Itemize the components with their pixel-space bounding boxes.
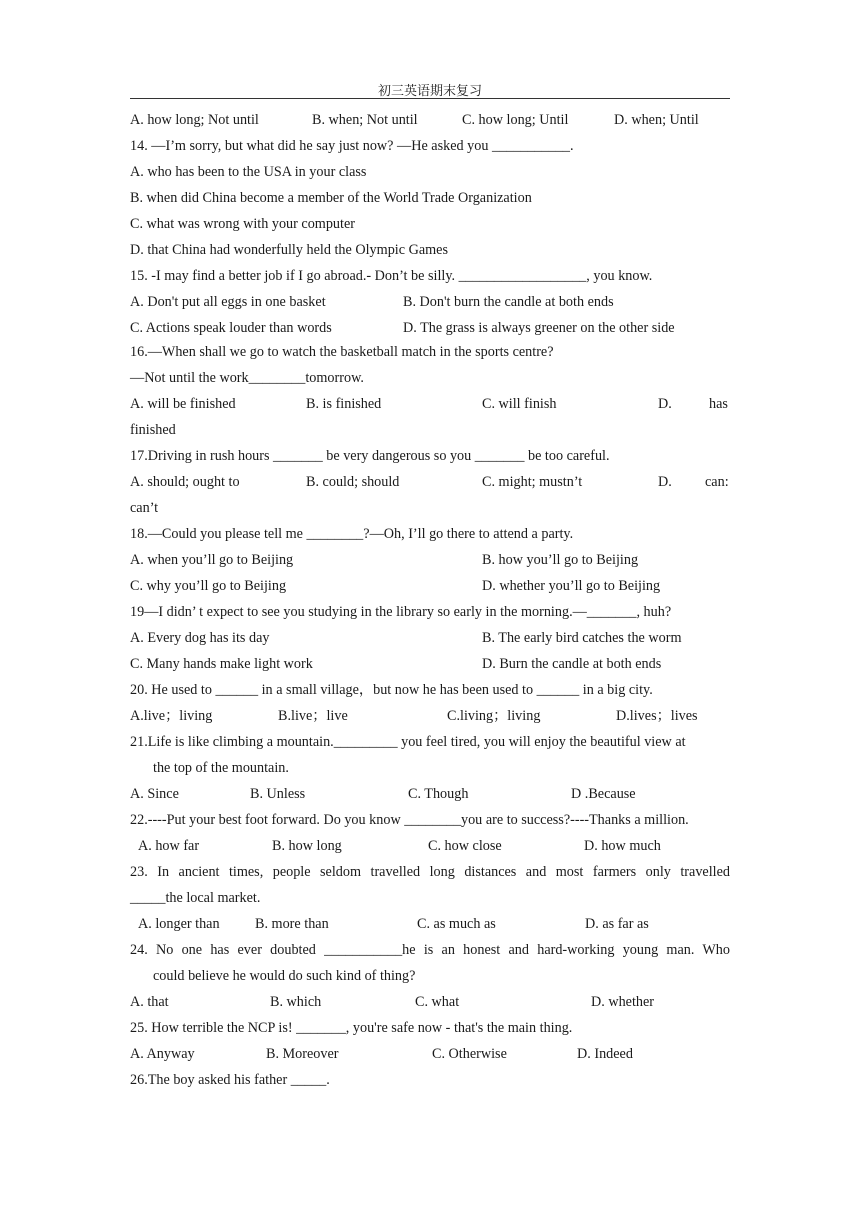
answer-options-row [130,625,730,651]
text-line: 19—I didn’ t expect to see you studying in the library so early in the morning.—_______, huh? [130,604,672,620]
text-line: 15. -I may find a better job if I go abroad.- Don’t be silly. __________________, you know. [130,268,653,284]
answer-options-row [130,547,730,573]
text-line: can’t [130,500,159,516]
answer-options-row [130,391,730,417]
answer-options-row [130,469,730,495]
answer-option: A. longer than [138,916,220,932]
answer-option: D. Burn the candle at both ends [482,656,662,672]
answer-option: B. when; Not until [312,112,418,128]
answer-options-row [130,781,730,807]
answer-option: B. Moreover [266,1046,339,1062]
text-line: D. that China had wonderfully held the Olympic Games [130,242,448,258]
answer-option: C. why you’ll go to Beijing [130,578,287,594]
answer-option: D. how much [584,838,661,854]
answer-option: D .Because [571,786,636,802]
text-line: finished [130,422,176,438]
exam-content [130,107,730,1093]
answer-options-row [130,1041,730,1067]
answer-options-row [130,833,730,859]
answer-option: B. how long [272,838,342,854]
answer-option: A. that [130,994,169,1010]
answer-option: C. Many hands make light work [130,656,313,672]
text-line: 20. He used to ______ in a small village，but now he has been used to ______ in a big city. [130,682,653,698]
text-line: 25. How terrible the NCP is! _______, you're safe now - that's the main thing. [130,1020,573,1036]
answer-option: A. Since [130,786,179,802]
answer-option: C. will finish [482,396,557,412]
answer-options-row [130,651,730,677]
answer-option: A. should; ought to [130,474,240,490]
text-line: 26.The boy asked his father _____. [130,1072,330,1088]
answer-option: A. Don't put all eggs in one basket [130,294,326,310]
answer-option: B. how you’ll go to Beijing [482,552,639,568]
text-line: A. who has been to the USA in your class [130,164,367,180]
answer-option: A.live；living [130,708,213,724]
answer-option: C.living；living [447,708,541,724]
answer-option: D. as far as [585,916,649,932]
text-line: could believe he would do such kind of thing? [153,968,416,984]
answer-option: C. Otherwise [432,1046,507,1062]
text-line: 18.—Could you please tell me ________?—Oh, I’ll go there to attend a party. [130,526,574,542]
text-line: 16.—When shall we go to watch the basketball match in the sports centre? [130,344,554,360]
answer-option: C. as much as [417,916,496,932]
text-line: C. what was wrong with your computer [130,216,355,232]
page-header-title: 初三英语期末复习 [377,84,482,99]
answer-option: A. when you’ll go to Beijing [130,552,294,568]
answer-option: D.lives；lives [616,708,698,724]
answer-option: B. is finished [306,396,382,412]
answer-option: A. how long; Not until [130,112,259,128]
answer-option: B. The early bird catches the worm [482,630,682,646]
answer-option: D. [658,396,672,412]
answer-option: C. Actions speak louder than words [130,320,332,336]
answer-option: B. could; should [306,474,400,490]
answer-option: C. how long; Until [462,112,569,128]
answer-options-row [130,573,730,599]
text-line: the top of the mountain. [153,760,289,776]
answer-option: C. what [415,994,460,1010]
answer-option: can: [705,474,729,490]
text-line: B. when did China become a member of the World Trade Organization [130,190,532,206]
answer-option: D. whether you’ll go to Beijing [482,578,661,594]
answer-option: D. [658,474,672,490]
answer-option: B. Don't burn the candle at both ends [403,294,614,310]
answer-option: B. which [270,994,322,1010]
text-line: 14. —I’m sorry, but what did he say just now? —He asked you ___________. [130,138,574,154]
answer-option: A. will be finished [130,396,236,412]
text-line: _____the local market. [130,890,261,906]
answer-options-row [130,989,730,1015]
answer-option: D. when; Until [614,112,699,128]
answer-option: B. Unless [250,786,306,802]
answer-option: D. The grass is always greener on the other side [403,320,675,336]
text-line: 17.Driving in rush hours _______ be very dangerous so you _______ be too careful. [130,448,610,464]
answer-option: A. Anyway [130,1046,195,1062]
answer-options-row [130,107,730,133]
answer-options-row [130,911,730,937]
text-line: 23. In ancient times, people seldom travelled long distances and most farmers only travelled [130,864,730,880]
answer-option: C. how close [428,838,502,854]
answer-option: B.live；live [278,708,348,724]
answer-options-row [130,703,730,729]
answer-options-row [130,315,730,339]
answer-option: C. Though [408,786,469,802]
header-divider [130,98,730,99]
text-line: 21.Life is like climbing a mountain._________ you feel tired, you will enjoy the beautiful view at [130,734,686,750]
answer-option: A. how far [138,838,200,854]
answer-option: has [709,396,728,412]
text-line: 24. No one has ever doubted ___________he is an honest and hard-working young man. Who [130,942,730,958]
answer-option: D. Indeed [577,1046,633,1062]
text-line: —Not until the work________tomorrow. [130,370,364,386]
answer-option: A. Every dog has its day [130,630,270,646]
answer-options-row [130,289,730,315]
text-line: 22.----Put your best foot forward. Do you know ________you are to success?----Thanks a million. [130,812,689,828]
answer-option: B. more than [255,916,329,932]
answer-option: C. might; mustn’t [482,474,583,490]
answer-option: D. whether [591,994,655,1010]
